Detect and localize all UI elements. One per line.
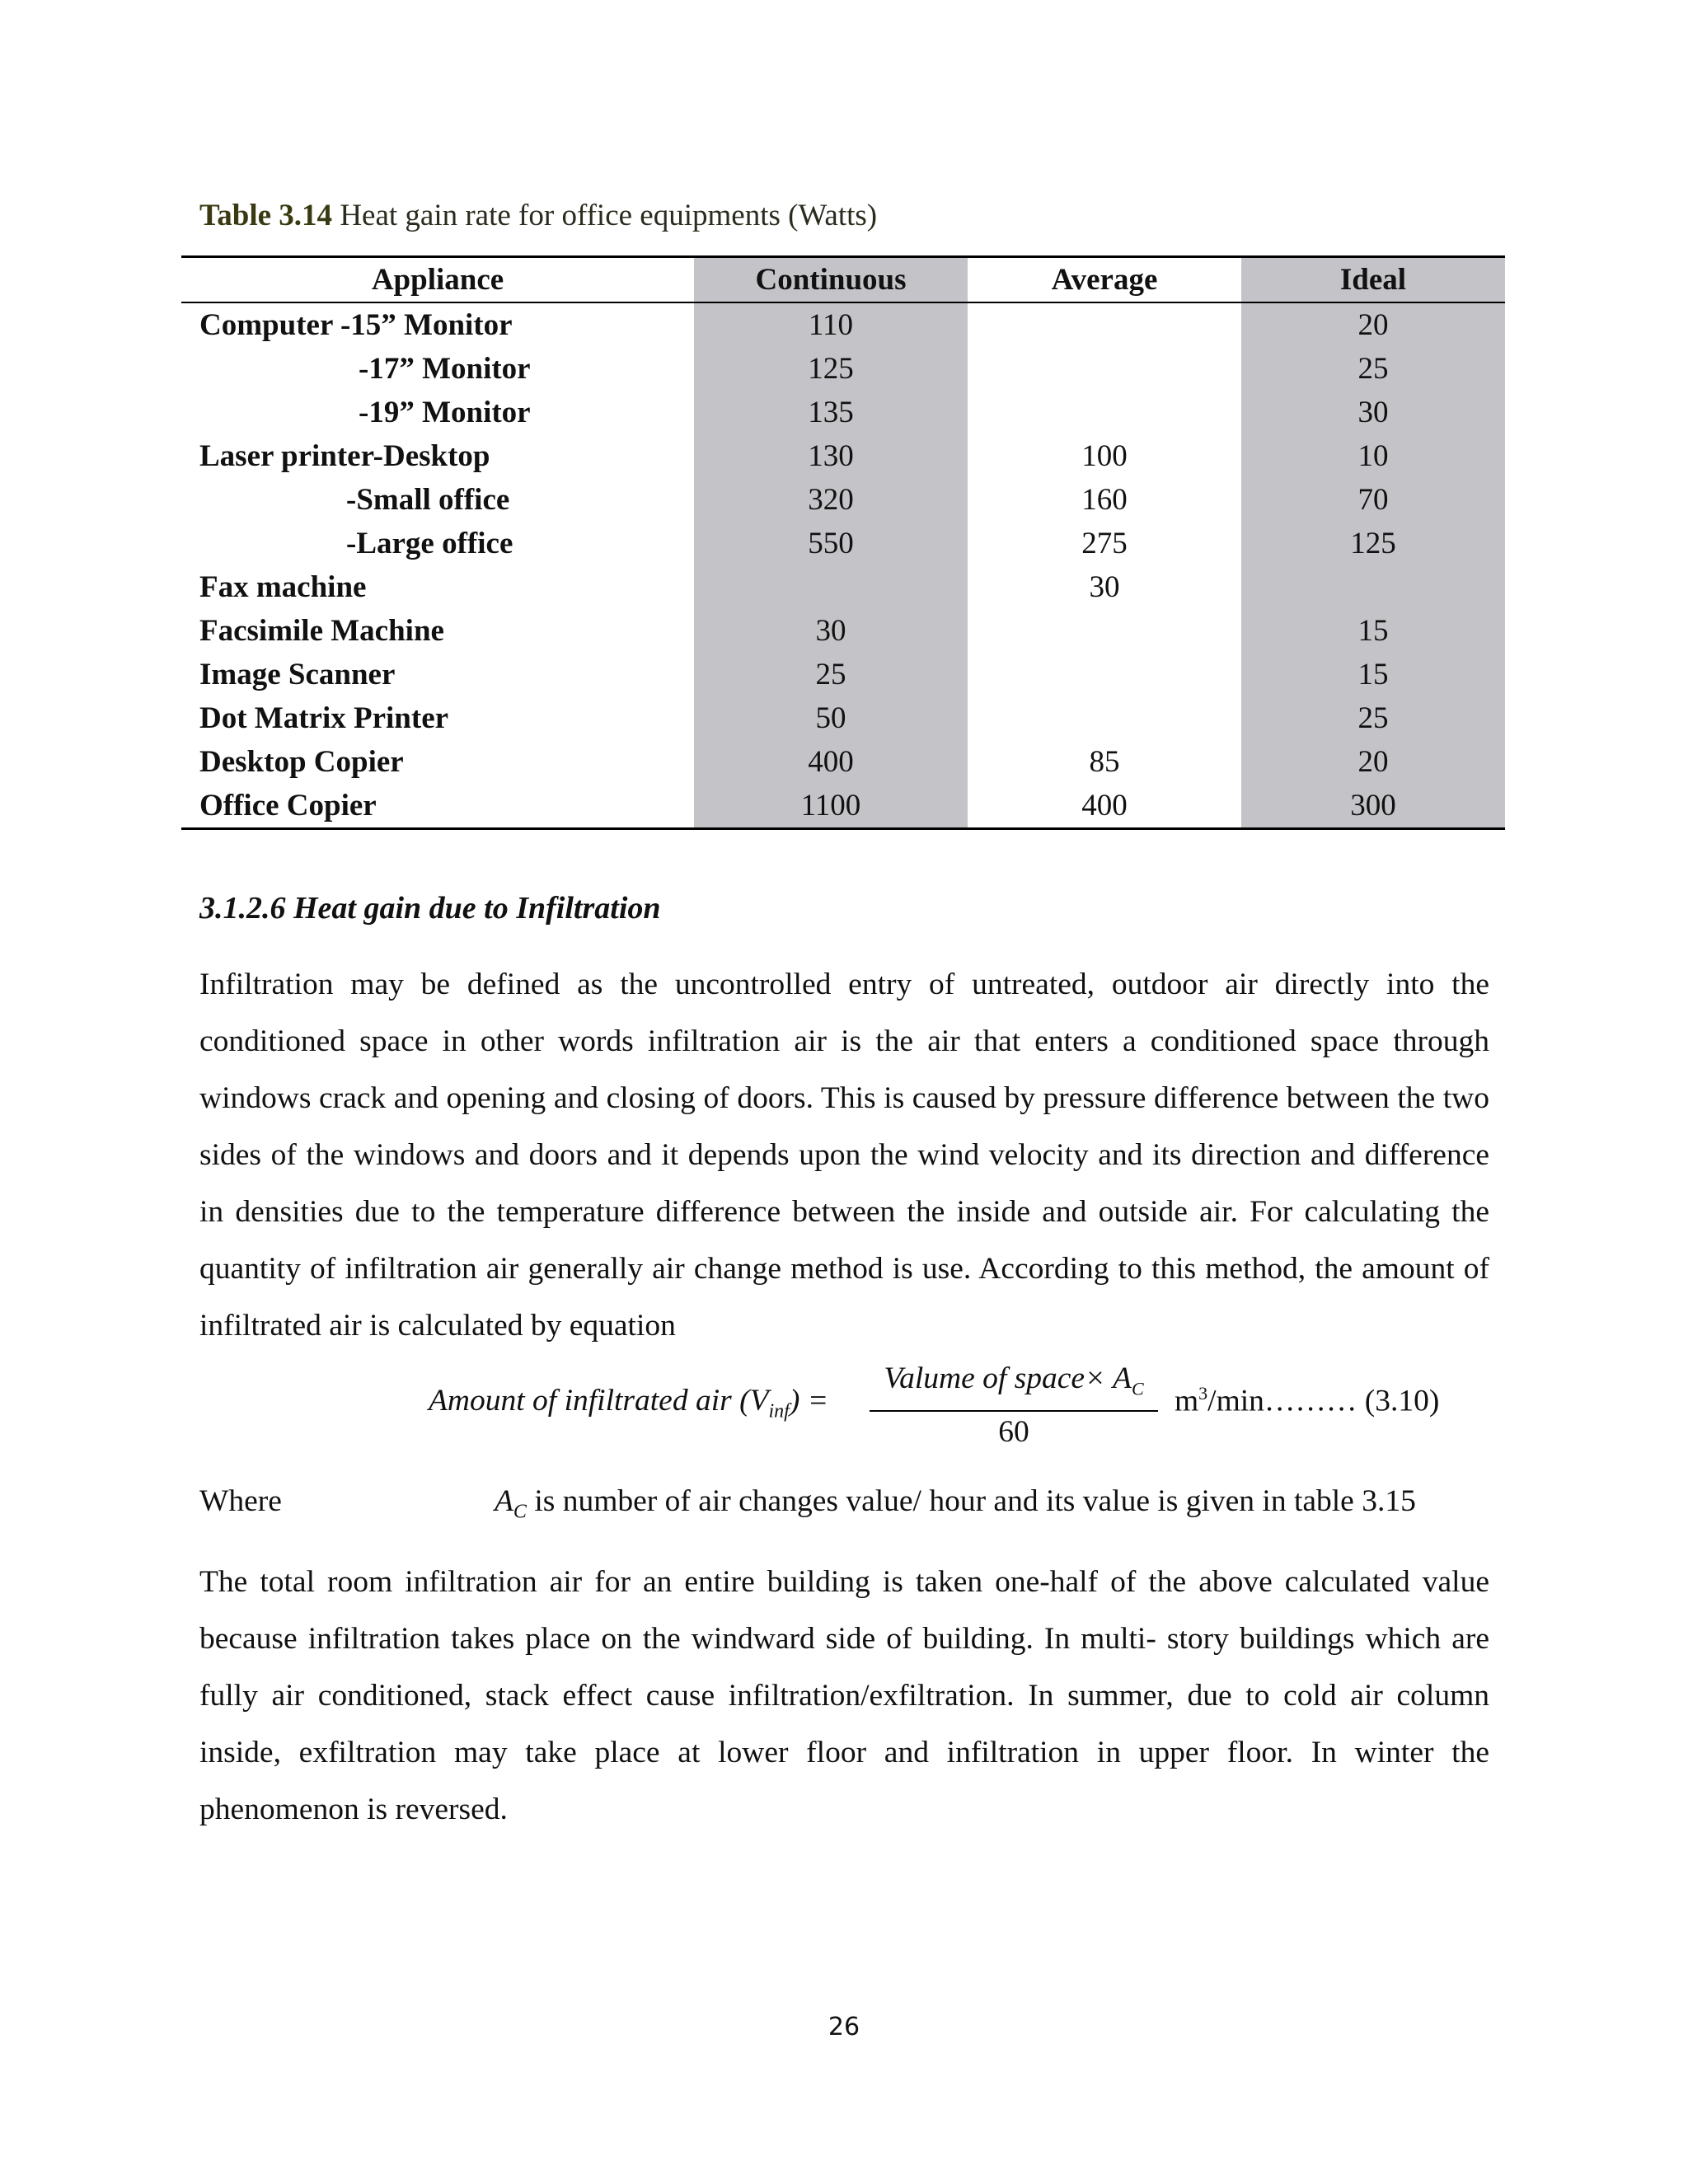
numerator-subscript: C [1131, 1378, 1144, 1399]
continuous-cell [694, 565, 968, 609]
ideal-cell: 10 [1241, 434, 1505, 478]
table-row [181, 302, 1505, 347]
appliance-cell: Desktop Copier [199, 745, 404, 779]
appliance-cell: Dot Matrix Printer [199, 701, 449, 735]
average-cell: 400 [1081, 789, 1128, 823]
table-row [181, 478, 1505, 522]
header-continuous: Continuous [694, 257, 968, 303]
continuous-cell: 30 [694, 609, 968, 653]
equation-lhs-end: ) = [789, 1384, 828, 1418]
equation-lhs-subscript: inf [768, 1400, 790, 1422]
average-cell [968, 302, 1241, 347]
unit-base: m [1175, 1384, 1199, 1418]
table-header-row [181, 257, 1505, 303]
appliance-cell: Image Scanner [199, 658, 396, 691]
unit-superscript: 3 [1198, 1383, 1208, 1404]
appliance-cell: Office Copier [199, 789, 377, 823]
continuous-cell: 130 [694, 434, 968, 478]
table-row [181, 347, 1505, 391]
average-cell [968, 609, 1241, 653]
appliance-cell: -19” Monitor [359, 396, 531, 429]
average-cell: 100 [1081, 439, 1128, 473]
header-average: Average [1051, 263, 1158, 297]
continuous-cell: 110 [694, 302, 968, 347]
continuous-cell: 400 [694, 740, 968, 784]
equation-unit [1175, 1383, 1439, 1419]
table-caption [199, 198, 877, 233]
ideal-cell: 20 [1241, 740, 1505, 784]
average-cell: 275 [1081, 527, 1128, 560]
table-row [181, 784, 1505, 829]
appliance-cell: Fax machine [199, 570, 367, 604]
average-cell: 85 [1089, 745, 1120, 779]
average-cell [968, 653, 1241, 696]
appliance-cell: -Large office [346, 527, 513, 560]
ideal-cell: 30 [1241, 391, 1505, 434]
ideal-cell: 25 [1241, 696, 1505, 740]
table-title: Heat gain rate for office equipments (Watts) [340, 199, 878, 232]
page-number: 26 [828, 2013, 860, 2041]
ideal-cell: 15 [1241, 653, 1505, 696]
continuous-cell: 50 [694, 696, 968, 740]
numerator-text: Valume of space× A [884, 1361, 1132, 1395]
infiltration-paragraph: Infiltration may be defined as the uncontrolled entry of untreated, outdoor air directly into the conditioned space in other words infiltration air is the air that enters a conditioned space through windows crack and opening and closing of doors. This is caused by pressure difference between the two sides of the windows and doors and it depends upon the wind velocity and its direction and difference in densities due to the temperature difference between the inside and outside air. For calculating the quantity of infiltration air generally air change method is use. According to this method, the amount of infiltrated air is calculated by equation [199, 968, 1489, 1343]
table-row [181, 653, 1505, 696]
table-row [181, 696, 1505, 740]
table-row [181, 391, 1505, 434]
ideal-cell: 70 [1241, 478, 1505, 522]
average-cell [968, 347, 1241, 391]
table-row [181, 565, 1505, 609]
equation-lhs-text: Amount of infiltrated air (V [429, 1384, 769, 1418]
ideal-cell: 15 [1241, 609, 1505, 653]
appliance-cell: Laser printer-Desktop [199, 439, 490, 473]
average-cell [968, 391, 1241, 434]
building-infiltration-paragraph: The total room infiltration air for an entire building is taken one-half of the above calculated value because infiltration takes place on the windward side of building. In multi- story buildings which are fully air conditioned, stack effect cause infiltration/exfiltration. In summer, due to cold air column inside, exfiltration may take place at lower floor and infiltration in upper floor. In winter the phenomenon is reversed. [199, 1565, 1489, 1826]
header-ideal: Ideal [1241, 257, 1505, 303]
section-heading: 3.1.2.6 Heat gain due to Infiltration [199, 891, 661, 926]
table-row [181, 522, 1505, 565]
ideal-cell: 20 [1241, 302, 1505, 347]
where-symbol [495, 1484, 527, 1523]
where-label: Where [199, 1484, 282, 1518]
where-symbol-subscript: C [513, 1501, 527, 1523]
equation-lhs [429, 1383, 828, 1423]
table-label: Table 3.14 [199, 199, 333, 232]
appliance-cell: -Small office [346, 483, 510, 517]
continuous-cell: 135 [694, 391, 968, 434]
appliance-cell: Computer -15” Monitor [199, 308, 513, 342]
where-symbol-base: A [495, 1484, 513, 1518]
equation-denominator: 60 [998, 1414, 1029, 1449]
appliance-cell: -17” Monitor [359, 352, 531, 386]
continuous-cell: 125 [694, 347, 968, 391]
average-cell [968, 696, 1241, 740]
where-definition [495, 1483, 1416, 1524]
continuous-cell: 550 [694, 522, 968, 565]
equation-numerator [870, 1360, 1158, 1412]
continuous-cell: 25 [694, 653, 968, 696]
ideal-cell [1241, 565, 1505, 609]
ideal-cell: 300 [1241, 784, 1505, 829]
continuous-cell: 320 [694, 478, 968, 522]
table-row [181, 434, 1505, 478]
average-cell: 160 [1081, 483, 1128, 517]
table-row [181, 740, 1505, 784]
continuous-cell: 1100 [694, 784, 968, 829]
average-cell: 30 [1089, 570, 1120, 604]
infiltration-equation [429, 1360, 1500, 1451]
unit-rest: /min……… (3.10) [1207, 1384, 1440, 1418]
where-text: is number of air changes value/ hour and its value is given in table 3.15 [526, 1484, 1416, 1518]
table-row [181, 609, 1505, 653]
ideal-cell: 125 [1241, 522, 1505, 565]
heat-gain-table [181, 255, 1505, 830]
appliance-cell: Facsimile Machine [199, 614, 444, 648]
ideal-cell: 25 [1241, 347, 1505, 391]
header-appliance: Appliance [371, 263, 504, 297]
equation-fraction [870, 1360, 1158, 1453]
